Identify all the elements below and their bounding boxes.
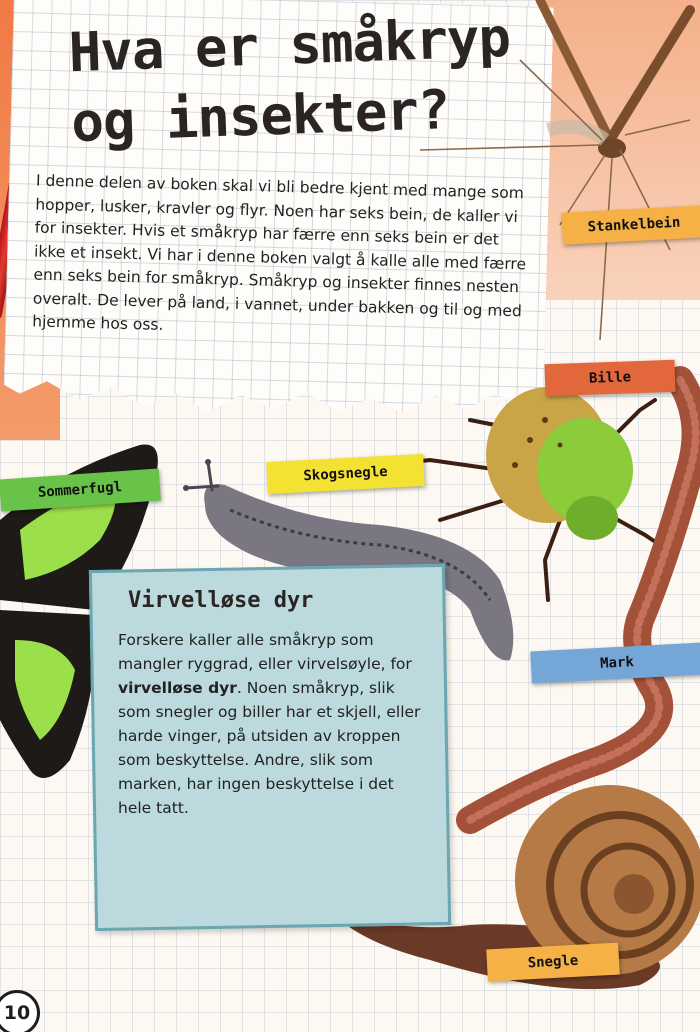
crane-fly-illustration bbox=[420, 0, 690, 340]
label-skogsnegle: Skogsnegle bbox=[266, 454, 424, 494]
label-mark: Mark bbox=[530, 643, 700, 684]
info-box-bold-term: virvelløse dyr bbox=[118, 679, 237, 697]
info-box-text-start: Forskere kaller alle småkryp som mangler ryggrad, eller virvelsøyle, for bbox=[118, 631, 412, 673]
info-box-text bbox=[118, 628, 428, 820]
info-box-text-end: . Noen småkryp, slik som snegler og biller har et skjell, eller harde vinger, på utsiden av kroppen som beskyttelse. Andre, slik som marken, har ingen beskyttelse i det hele tatt. bbox=[118, 679, 421, 817]
intro-paragraph: I denne delen av boken skal vi bli bedre kjent med mange som hopper, lusker, kravler og flyr. Noen har seks bein, de kaller vi for insekter. Hvis et småkryp har færre enn seks bein er det ikke et insekt. Vi har i denne boken valgt å kalle alle med færre enn seks bein for småkryp. Småkryp og insekter finnes nesten overalt. De lever på land, i vannet, under bakken og til og med hjemme hos oss. bbox=[32, 171, 527, 334]
label-stankelbein: Stankelbein bbox=[561, 205, 700, 244]
label-sommerfugl: Sommerfugl bbox=[0, 468, 161, 511]
page-title-line-1: Hva er småkryp bbox=[67, 5, 511, 85]
page-number: 10 bbox=[0, 990, 40, 1032]
info-box-title: Virvelløse dyr bbox=[128, 588, 314, 613]
label-bille: Bille bbox=[544, 360, 675, 397]
page-title-line-2: og insekter? bbox=[70, 78, 451, 155]
label-snegle: Snegle bbox=[486, 943, 619, 982]
